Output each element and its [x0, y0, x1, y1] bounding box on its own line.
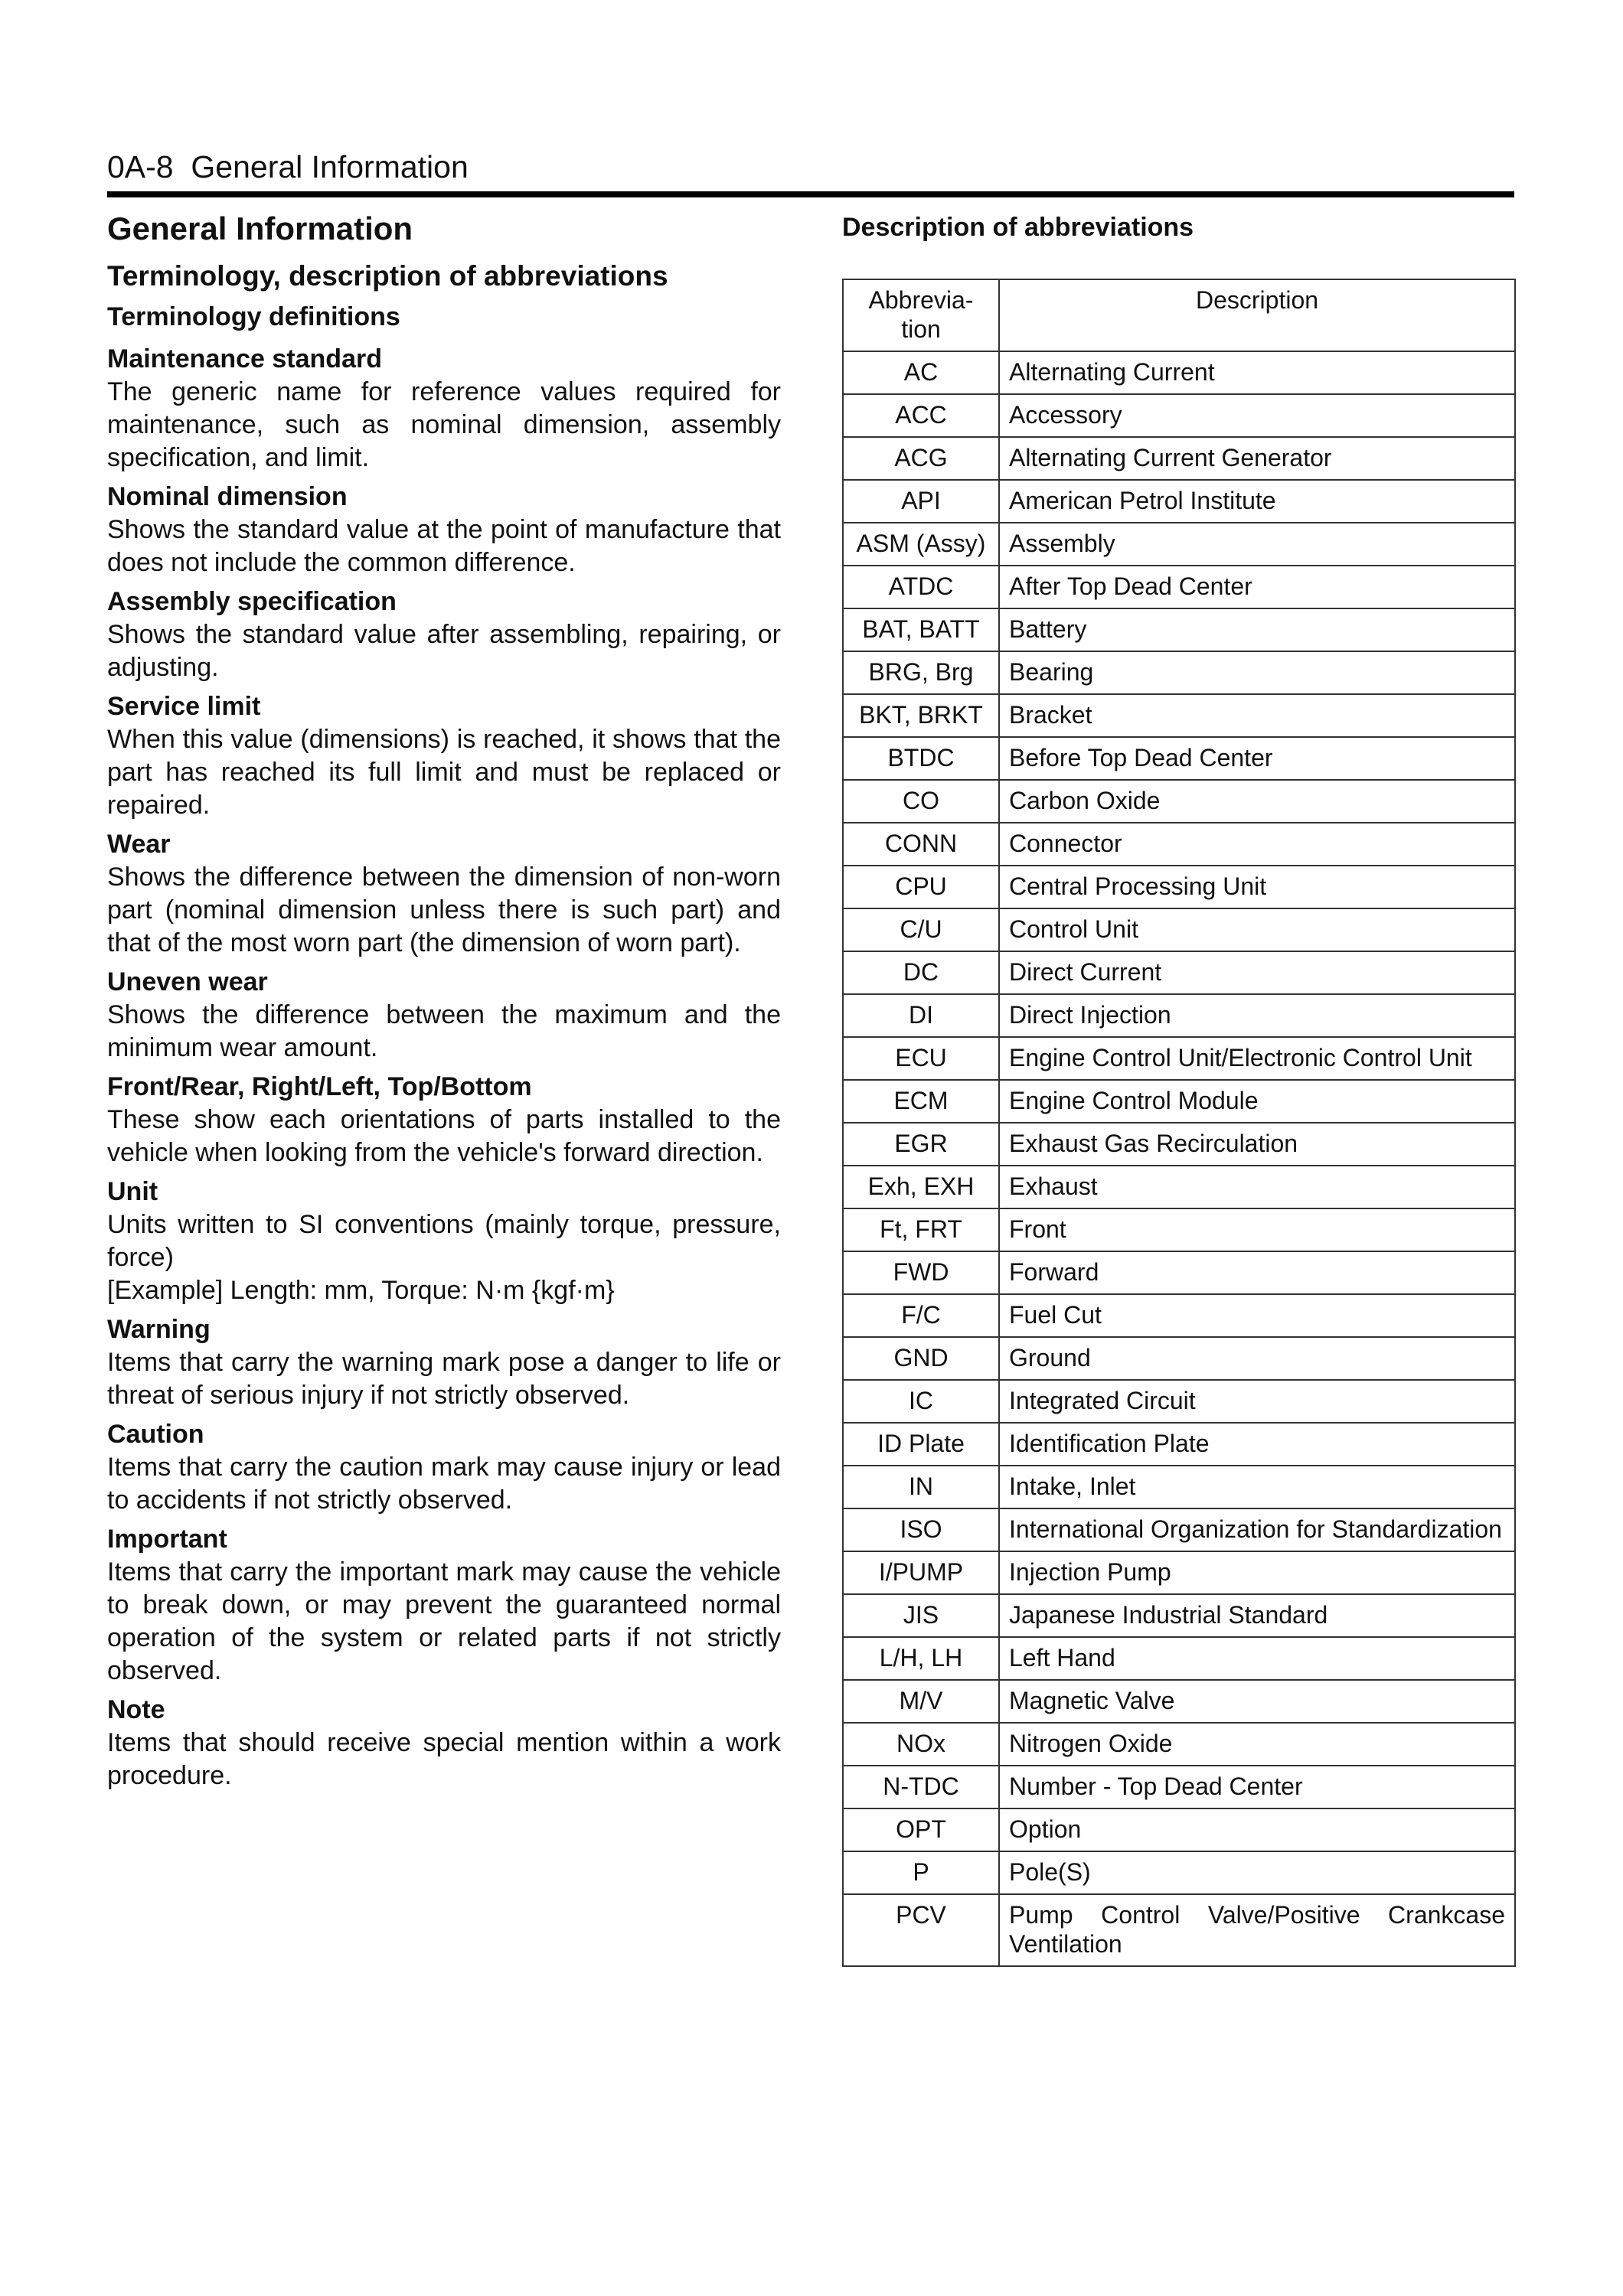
table-row [843, 566, 1515, 608]
table-row [843, 866, 1515, 908]
description-cell: Exhaust [999, 1166, 1515, 1208]
table-row [843, 1637, 1515, 1680]
table-row [843, 1894, 1515, 1966]
description-cell: Integrated Circuit [999, 1380, 1515, 1423]
abbreviation-cell: BRG, Brg [843, 651, 999, 694]
table-row [843, 1037, 1515, 1080]
table-row [843, 1508, 1515, 1551]
description-cell: After Top Dead Center [999, 566, 1515, 608]
term-body: Items that should receive special mention within a work procedure. [107, 1728, 781, 1790]
abbreviation-cell: ID Plate [843, 1423, 999, 1466]
description-cell: Exhaust Gas Recirculation [999, 1123, 1515, 1166]
term-title: Maintenance standard [107, 344, 382, 373]
description-cell: Carbon Oxide [999, 780, 1515, 823]
abbreviation-cell: Ft, FRT [843, 1208, 999, 1251]
description-cell: Before Top Dead Center [999, 737, 1515, 780]
description-cell: Central Processing Unit [999, 866, 1515, 908]
abbreviation-cell: DC [843, 951, 999, 994]
abbreviation-cell: NOx [843, 1723, 999, 1766]
term-body: Items that carry the warning mark pose a danger to life or threat of serious injury if not strictly observed. [107, 1348, 781, 1410]
term-body: Shows the standard value after assembling, repairing, or adjusting. [107, 620, 781, 682]
table-row [843, 908, 1515, 951]
abbreviation-cell: N-TDC [843, 1766, 999, 1808]
table-row [843, 1166, 1515, 1208]
abbreviation-cell: CPU [843, 866, 999, 908]
page-label: 0A-8 [107, 149, 174, 184]
description-cell: Forward [999, 1251, 1515, 1294]
abbreviation-cell: ECM [843, 1080, 999, 1123]
abbreviation-cell: EGR [843, 1123, 999, 1166]
table-row [843, 1851, 1515, 1894]
definitions-heading: Terminology definitions [107, 302, 400, 331]
term-body: Shows the difference between the maximum and the minimum wear amount. [107, 1000, 781, 1062]
description-cell: Front [999, 1208, 1515, 1251]
page-title: General Information [107, 210, 413, 246]
term-title: Important [107, 1525, 227, 1554]
description-cell: Control Unit [999, 908, 1515, 951]
abbreviation-cell: ECU [843, 1037, 999, 1080]
description-cell: Japanese Industrial Standard [999, 1594, 1515, 1637]
description-cell: Bracket [999, 694, 1515, 737]
table-row [843, 1251, 1515, 1294]
term-title: Warning [107, 1315, 211, 1344]
abbreviation-cell: BKT, BRKT [843, 694, 999, 737]
abbreviation-cell: API [843, 480, 999, 523]
term-title: Service limit [107, 692, 261, 721]
description-cell: Pump Control Valve/Positive Crankcase Ventilation [999, 1894, 1515, 1966]
description-cell: International Organization for Standardization [999, 1508, 1515, 1551]
abbreviation-cell: I/PUMP [843, 1551, 999, 1594]
term-wear [107, 828, 781, 960]
abbreviations-column [842, 205, 1514, 1958]
table-row [843, 608, 1515, 651]
term-body: Units written to SI conventions (mainly torque, pressure, force) [107, 1210, 781, 1272]
description-cell: Alternating Current Generator [999, 437, 1515, 480]
term-title: Uneven wear [107, 967, 268, 996]
abbreviation-cell: ISO [843, 1508, 999, 1551]
table-row [843, 394, 1515, 437]
description-cell: Injection Pump [999, 1551, 1515, 1594]
column-header-abbreviation: Abbrevia- tion [843, 279, 999, 351]
term-body: Items that carry the important mark may cause the vehicle to break down, or may prevent the guaranteed normal operation of the system or related parts if not strictly observed. [107, 1557, 781, 1685]
abbreviation-cell: GND [843, 1337, 999, 1380]
description-cell: Left Hand [999, 1637, 1515, 1680]
abbreviation-cell: F/C [843, 1294, 999, 1337]
section-title: General Information [191, 149, 469, 184]
abbreviations-table [842, 279, 1516, 1967]
abbreviation-cell: ACC [843, 394, 999, 437]
description-cell: Nitrogen Oxide [999, 1723, 1515, 1766]
table-row [843, 1594, 1515, 1637]
term-title: Note [107, 1695, 165, 1724]
term-caution [107, 1418, 781, 1517]
description-cell: Engine Control Unit/Electronic Control Unit [999, 1037, 1515, 1080]
table-row [843, 1766, 1515, 1808]
description-cell: Number - Top Dead Center [999, 1766, 1515, 1808]
term-title: Front/Rear, Right/Left, Top/Bottom [107, 1072, 532, 1101]
header-rule [107, 191, 1514, 197]
term-body: When this value (dimensions) is reached, it shows that the part has reached its full limit and must be replaced or repaired. [107, 725, 781, 820]
description-cell: Identification Plate [999, 1423, 1515, 1466]
abbreviation-cell: IN [843, 1466, 999, 1508]
table-row [843, 351, 1515, 394]
term-orientation [107, 1071, 781, 1169]
table-row [843, 437, 1515, 480]
term-nominal-dimension [107, 481, 781, 579]
table-row [843, 1551, 1515, 1594]
abbreviation-cell: BTDC [843, 737, 999, 780]
term-title: Caution [107, 1420, 204, 1449]
abbreviation-cell: ACG [843, 437, 999, 480]
description-cell: Option [999, 1808, 1515, 1851]
table-row [843, 694, 1515, 737]
table-header-row [843, 279, 1515, 351]
term-unit [107, 1176, 781, 1307]
description-cell: Connector [999, 823, 1515, 866]
table-row [843, 994, 1515, 1037]
abbreviation-cell: Exh, EXH [843, 1166, 999, 1208]
abbreviation-cell: AC [843, 351, 999, 394]
term-title: Nominal dimension [107, 482, 348, 511]
term-service-limit [107, 690, 781, 822]
table-row [843, 1123, 1515, 1166]
table-row [843, 951, 1515, 994]
abbreviation-cell: OPT [843, 1808, 999, 1851]
table-row [843, 1808, 1515, 1851]
abbreviation-cell: FWD [843, 1251, 999, 1294]
description-cell: American Petrol Institute [999, 480, 1515, 523]
table-row [843, 737, 1515, 780]
abbreviation-cell: M/V [843, 1680, 999, 1723]
abbreviations-title: Description of abbreviations [842, 213, 1194, 242]
term-title: Wear [107, 830, 171, 859]
term-body: The generic name for reference values required for maintenance, such as nominal dimension, assembly specification, and limit. [107, 377, 781, 472]
description-cell: Magnetic Valve [999, 1680, 1515, 1723]
abbreviation-cell: BAT, BATT [843, 608, 999, 651]
description-cell: Assembly [999, 523, 1515, 566]
abbreviation-cell: JIS [843, 1594, 999, 1637]
column-header-description: Description [999, 279, 1515, 351]
term-warning [107, 1313, 781, 1412]
abbreviation-cell: L/H, LH [843, 1637, 999, 1680]
term-maintenance-standard [107, 343, 781, 475]
abbreviation-cell: CO [843, 780, 999, 823]
term-title: Assembly specification [107, 587, 397, 616]
description-cell: Alternating Current [999, 351, 1515, 394]
table-row [843, 1380, 1515, 1423]
table-row [843, 780, 1515, 823]
table-row [843, 823, 1515, 866]
section-subtitle: Terminology, description of abbreviations [107, 260, 668, 292]
page-header [107, 144, 469, 190]
term-body: These show each orientations of parts installed to the vehicle when looking from the vehicle's forward direction. [107, 1105, 781, 1167]
term-important [107, 1523, 781, 1688]
abbreviation-cell: CONN [843, 823, 999, 866]
description-cell: Fuel Cut [999, 1294, 1515, 1337]
abbreviations-table-body [843, 351, 1515, 1966]
description-cell: Pole(S) [999, 1851, 1515, 1894]
description-cell: Accessory [999, 394, 1515, 437]
term-note [107, 1694, 781, 1792]
description-cell: Bearing [999, 651, 1515, 694]
term-body: Shows the difference between the dimension of non-worn part (nominal dimension unless there is such part) and that of the most worn part (the dimension of worn part). [107, 863, 781, 957]
table-row [843, 523, 1515, 566]
table-row [843, 1680, 1515, 1723]
description-cell: Intake, Inlet [999, 1466, 1515, 1508]
table-row [843, 1337, 1515, 1380]
abbreviation-cell: C/U [843, 908, 999, 951]
description-cell: Direct Current [999, 951, 1515, 994]
description-cell: Ground [999, 1337, 1515, 1380]
abbreviation-cell: PCV [843, 1894, 999, 1966]
table-row [843, 651, 1515, 694]
abbreviation-cell: IC [843, 1380, 999, 1423]
terminology-column [107, 205, 781, 1792]
description-cell: Battery [999, 608, 1515, 651]
abbreviation-cell: DI [843, 994, 999, 1037]
table-row [843, 1723, 1515, 1766]
description-cell: Engine Control Module [999, 1080, 1515, 1123]
table-row [843, 1208, 1515, 1251]
table-row [843, 480, 1515, 523]
term-title: Unit [107, 1177, 158, 1206]
term-body: Items that carry the caution mark may cause injury or lead to accidents if not strictly observed. [107, 1453, 781, 1515]
term-assembly-specification [107, 585, 781, 684]
term-uneven-wear [107, 966, 781, 1065]
table-row [843, 1423, 1515, 1466]
table-row [843, 1466, 1515, 1508]
abbreviation-cell: P [843, 1851, 999, 1894]
abbreviation-cell: ASM (Assy) [843, 523, 999, 566]
table-row [843, 1080, 1515, 1123]
term-body: Shows the standard value at the point of manufacture that does not include the common difference. [107, 515, 781, 577]
term-example: [Example] Length: mm, Torque: N·m {kgf·m} [107, 1276, 615, 1305]
table-row [843, 1294, 1515, 1337]
description-cell: Direct Injection [999, 994, 1515, 1037]
abbreviation-cell: ATDC [843, 566, 999, 608]
